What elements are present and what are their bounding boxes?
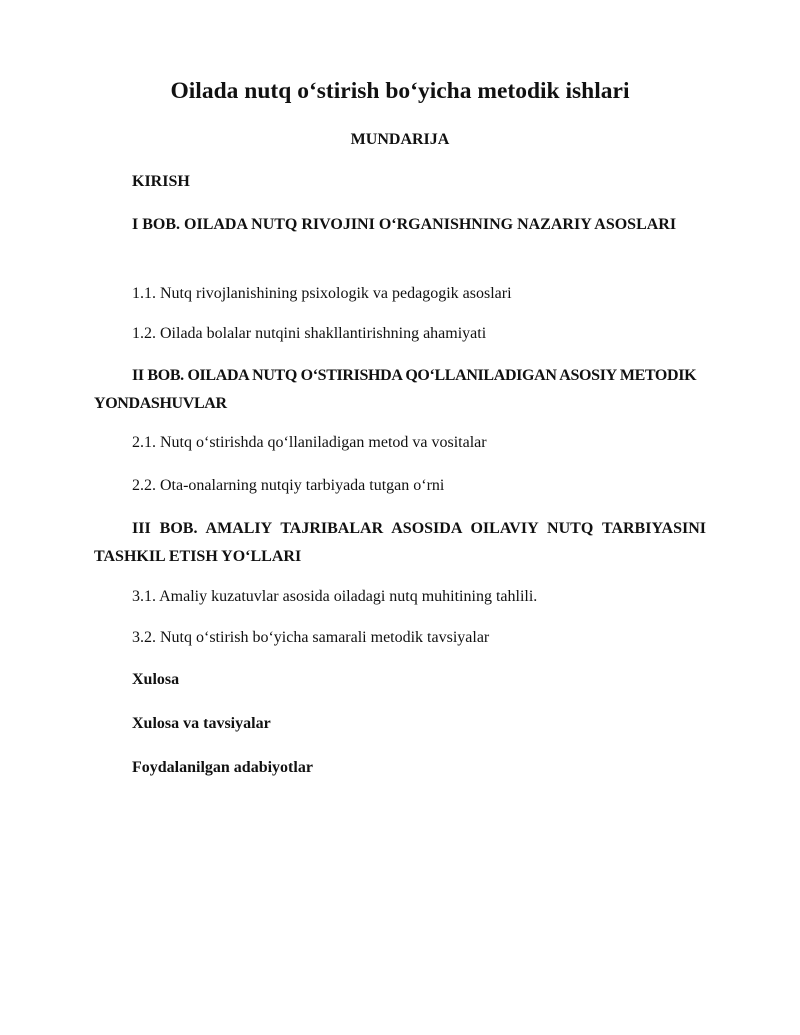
- toc-entry-conclusion: Xulosa: [132, 671, 180, 688]
- toc-entry-section-2-2: 2.2. Ota-onalarning nutqiy tarbiyada tutgan o‘rni: [132, 477, 445, 494]
- toc-entry-chapter-2: II BOB. OILADA NUTQ O‘STIRISHDA QO‘LLANILADIGAN ASOSIY METODIK YONDASHUVLAR: [94, 367, 697, 412]
- toc-entry-chapter-1: I BOB. OILADA NUTQ RIVOJINI O‘RGANISHNING NAZARIY ASOSLARI: [132, 216, 677, 233]
- toc-entry-section-3-2: 3.2. Nutq o‘stirish bo‘yicha samarali metodik tavsiyalar: [132, 629, 490, 646]
- toc-entry-references: Foydalanilgan adabiyotlar: [132, 759, 313, 776]
- document-title: Oilada nutq o‘stirish bo‘yicha metodik ishlari: [170, 78, 630, 104]
- toc-entry-introduction: KIRISH: [132, 173, 190, 190]
- toc-entry-section-1-1: 1.1. Nutq rivojlanishining psixologik va pedagogik asoslari: [132, 285, 512, 302]
- toc-entry-conclusion-recommendations: Xulosa va tavsiyalar: [132, 715, 271, 732]
- toc-entry-chapter-3: III BOB. AMALIY TAJRIBALAR ASOSIDA OILAVIY NUTQ TARBIYASINI TASHKIL ETISH YO‘LLARI: [94, 520, 706, 565]
- toc-entry-section-2-1: 2.1. Nutq o‘stirishda qo‘llaniladigan metod va vositalar: [132, 434, 487, 451]
- toc-entry-section-1-2: 1.2. Oilada bolalar nutqini shakllantirishning ahamiyati: [132, 325, 487, 342]
- toc-heading: MUNDARIJA: [350, 131, 450, 148]
- toc-entry-section-3-1: 3.1. Amaliy kuzatuvlar asosida oiladagi nutq muhitining tahlili.: [132, 588, 538, 605]
